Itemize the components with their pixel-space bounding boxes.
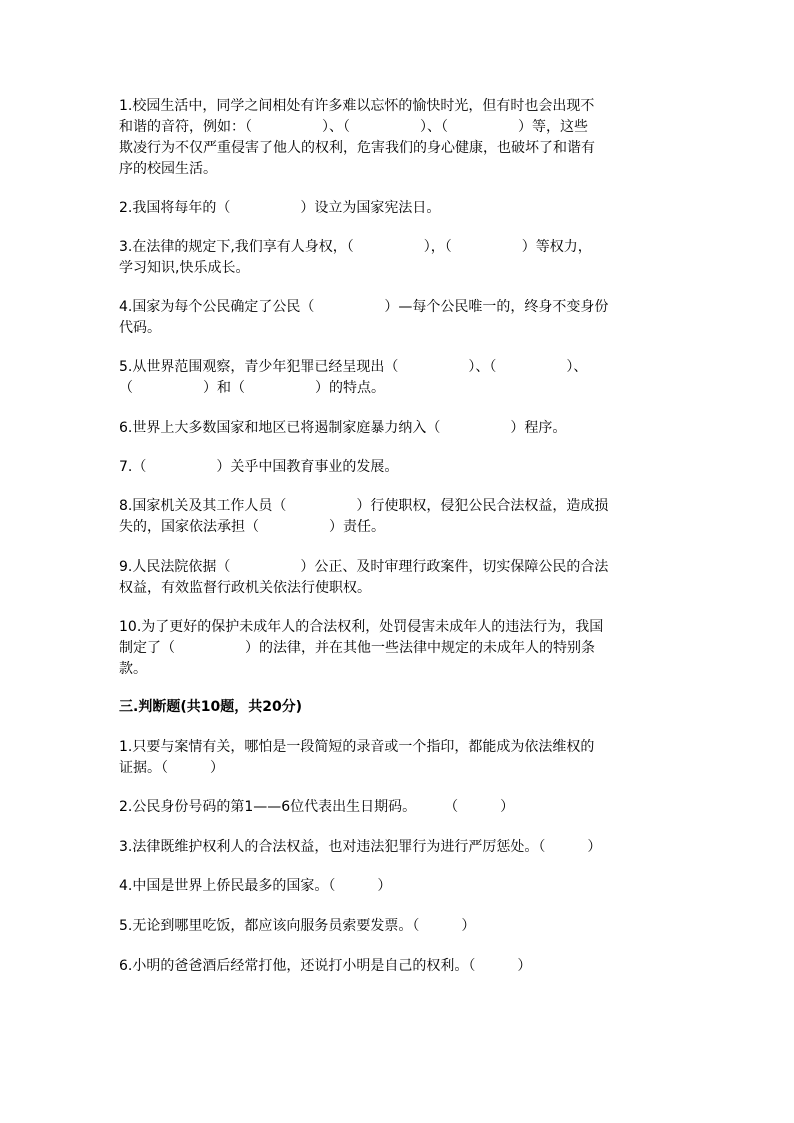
fill-question-6: 6.世界上大多数国家和地区已将遏制家庭暴力纳入（ ）程序。 (119, 420, 567, 436)
tf-question-4: 4.中国是世界上侨民最多的国家。（ ） (119, 878, 392, 894)
tf-question-3: 3.法律既维护权利人的合法权益，也对违法犯罪行为进行严厉惩处。（ ） (119, 839, 602, 855)
section-heading-true-false: 三.判断题(共10题，共20分) (119, 699, 303, 715)
fill-question-1: 1.校园生活中，同学之间相处有许多难以忘怀的愉快时光，但有时也会出现不 和谐的音符，例如：（ ）、（ ）、（ ）等，这些 欺凌行为不仅严重侵害了他人的权利，危害我们的身心健康，也破坏了和谐有 序的校园生活。 (119, 98, 595, 177)
tf-question-5: 5.无论到哪里吃饭，都应该向服务员索要发票。（ ） (119, 918, 476, 934)
fill-question-5: 5.从世界范围观察，青少年犯罪已经呈现出（ ）、（ ）、 （ ）和（ ）的特点。 (119, 359, 588, 396)
fill-question-7: 7.（ ）关乎中国教育事业的发展。 (119, 459, 399, 475)
fill-question-8: 8.国家机关及其工作人员（ ）行使职权，侵犯公民合法权益，造成损 失的，国家依法承担（ ）责任。 (119, 498, 609, 535)
tf-question-6: 6.小明的爸爸酒后经常打他，还说打小明是自己的权利。（ ） (119, 958, 532, 974)
tf-question-1: 1.只要与案情有关，哪怕是一段简短的录音或一个指印，都能成为依法维权的 证据。（ ） (119, 739, 595, 776)
fill-question-2: 2.我国将每年的（ ）设立为国家宪法日。 (119, 200, 441, 216)
fill-question-4: 4.国家为每个公民确定了公民（ ）—每个公民唯一的，终身不变身份 代码。 (119, 299, 609, 336)
fill-question-9: 9.人民法院依据（ ）公正、及时审理行政案件，切实保障公民的合法 权益，有效监督行政机关依法行使职权。 (119, 559, 609, 596)
fill-question-10: 10.为了更好的保护未成年人的合法权利，处罚侵害未成年人的违法行为，我国 制定了（ ）的法律，并在其他一些法律中规定的未成年人的特别条 款。 (119, 619, 604, 677)
fill-question-3: 3.在法律的规定下,我们享有人身权，（ ），（ ）等权力， 学习知识,快乐成长。 (119, 239, 592, 276)
tf-question-2: 2.公民身份号码的第1——6位代表出生日期码。 （ ） (119, 799, 515, 815)
